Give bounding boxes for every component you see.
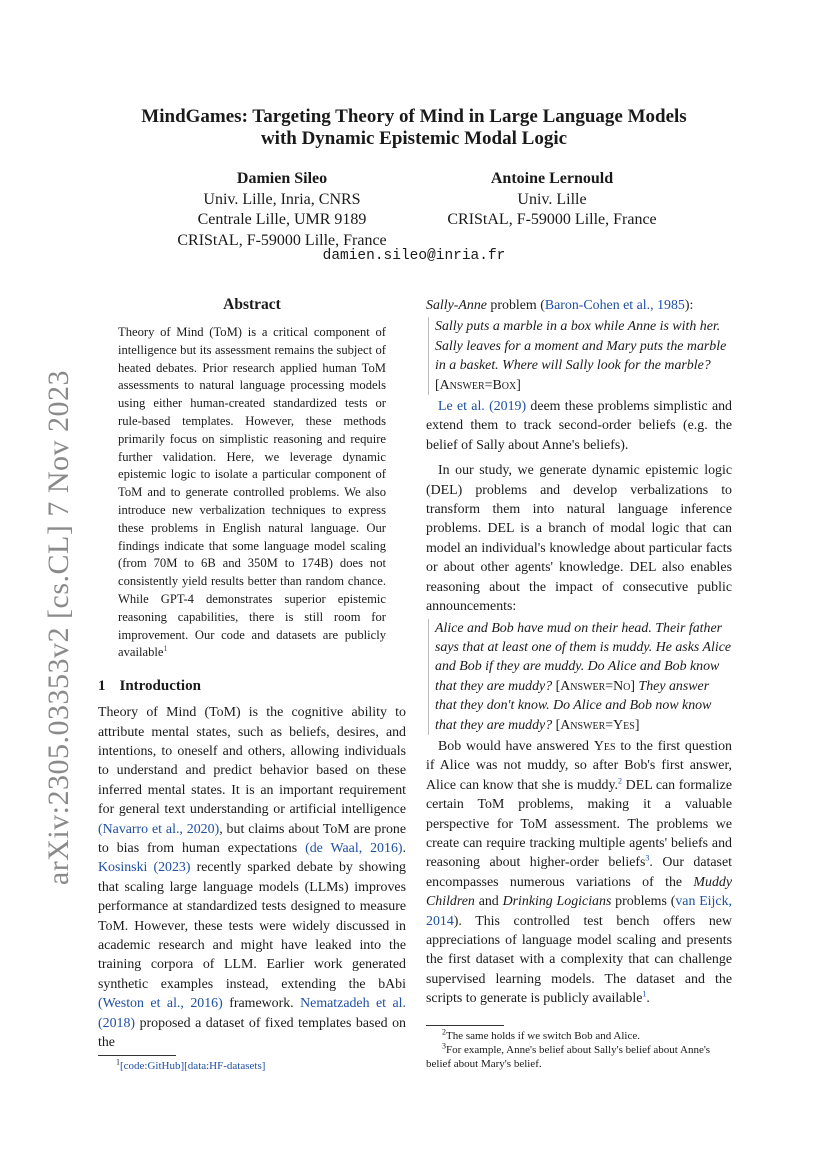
author-affiliation: Univ. Lille, Inria, CNRS	[203, 190, 361, 208]
right-column	[426, 296, 732, 1009]
author-email: damien.sileo@inria.fr	[322, 248, 506, 264]
footnote-ref-link[interactable]: 1	[642, 989, 647, 999]
author-name: Antoine Lernould	[490, 170, 614, 187]
abstract-text: Theory of Mind (ToM) is a critical component of intelligence but its assessment remains the subject of heated debates. Prior research applied human ToM assessments to natural language processing models using either human-created standardized tests or rule-based templates. However, these methods primarily focus on simplistic reasoning and require further validation. Here, we leverage dynamic epistemic logic to isolate a particular component of ToM and to generate controlled problems. We also introduce new verbalization techniques to express these problems in English natural language. Our findings indicate that some language model scaling (from 70M to 6B and 350M to 174B) does not consistently yield results better than random chance. While GPT-4 demonstrates superior epistemic reasoning capabilities, there is still room for improvement. Our code and datasets are publicly available	[118, 325, 386, 660]
footnote-1	[98, 1059, 406, 1073]
footnote-1-links[interactable]: [code:GitHub][data:HF-datasets]	[120, 1060, 266, 1072]
text-run: Bob would have answered	[438, 738, 594, 754]
text-run: .	[646, 991, 650, 1007]
author-affiliation: Centrale Lille, UMR 9189	[197, 211, 367, 228]
example-quote-muddy	[428, 619, 732, 735]
footnote-ref-link[interactable]: 3	[645, 853, 650, 863]
text-run: proposed a dataset of fixed templates based on the	[98, 1015, 406, 1051]
footnote-text: For example, Anne's belief about Sally's belief about Anne's belief about Mary's belief.	[426, 1044, 711, 1070]
quote-answer: [Answer=Yes]	[555, 717, 640, 733]
author-block-2	[432, 169, 672, 231]
title-line-1: MindGames: Targeting Theory of Mind in Large Language Models	[141, 106, 687, 127]
quote-answer: [Answer=Box]	[435, 377, 521, 393]
citation-link[interactable]: Nematzadeh et al. (2018)	[98, 996, 407, 1031]
footnote-mark: 2	[442, 1027, 446, 1037]
footnote-2	[426, 1029, 732, 1043]
text-run: Yes	[593, 738, 616, 754]
text-run: framework.	[222, 996, 301, 1012]
citation-link[interactable]: (Weston et al., 2016)	[98, 996, 223, 1012]
author-block-1	[162, 169, 402, 251]
paper-title	[100, 106, 728, 150]
quote-answer: [Answer=No]	[555, 678, 636, 694]
text-run: ):	[684, 298, 694, 313]
author-name: Damien Sileo	[236, 170, 328, 187]
citation-link[interactable]: Kosinski (2023)	[98, 860, 191, 876]
footnote-mark: 1	[116, 1057, 120, 1067]
citation-link[interactable]: (de Waal, 2016)	[305, 840, 403, 856]
left-column	[98, 296, 406, 1052]
author-affiliation: CRIStAL, F-59000 Lille, France	[177, 231, 387, 249]
text-run: and	[474, 894, 503, 910]
text-run: problems (	[611, 894, 676, 910]
citation-link[interactable]: (Navarro et al., 2020)	[98, 821, 220, 837]
citation-link[interactable]: van Eijck, 2014	[426, 894, 732, 929]
paragraph-bob	[426, 737, 732, 1009]
intro-paragraph	[98, 703, 406, 1052]
footnote-text: The same holds if we switch Bob and Alice.	[446, 1030, 640, 1042]
title-line-2: with Dynamic Epistemic Modal Logic	[260, 128, 568, 149]
problem-name: Drinking Logicians	[502, 894, 612, 910]
text-run: ). This controlled test bench offers new appreciations of language model scaling and presents the first dataset with a complexity that can challenge supervised learning models. The dataset and the scripts to generate is publicly available	[426, 913, 732, 1007]
text-run: problem (	[486, 298, 545, 313]
citation-link[interactable]: Baron-Cohen et al., 1985	[544, 298, 685, 313]
footnote-mark: 3	[442, 1041, 446, 1051]
footnote-area-right	[426, 1025, 732, 1071]
paragraph-le-et-al	[426, 397, 732, 455]
quote-text: They answer that they don't know. Do Alice and Bob now know that they are muddy?	[435, 678, 712, 733]
text-run: .	[402, 840, 406, 856]
text-run: . Our dataset encompasses numerous variations of the	[426, 855, 732, 890]
abstract-heading: Abstract	[223, 296, 281, 313]
text-run: DEL can formalize certain ToM problems, making it a valuable perspective for ToM assessment. The problems we create can require tracking multiple agents' beliefs and reasoning about higher-order beliefs	[426, 777, 732, 871]
section-heading-introduction	[98, 678, 406, 695]
section-title: Introduction	[119, 678, 201, 695]
quote-text: Alice and Bob have mud on their head. Their father says that at least one of them is muddy. He asks Alice and Bob if they are muddy. Do Alice and Bob know that they are muddy?	[435, 620, 732, 694]
paragraph-our-study: In our study, we generate dynamic epistemic logic (DEL) problems and develop verbalizations to transform them into natural language inference problems. DEL is a branch of modal logic that can model an individual's knowledge about particular facts or about other agents' knowledge. DEL also enables reasoning about the impact of consecutive public announcements:	[426, 463, 732, 615]
footnote-area-left	[98, 1055, 406, 1073]
footnote-ref-link[interactable]: 1	[163, 644, 168, 654]
footnote-divider	[98, 1055, 176, 1056]
author-affiliation: Univ. Lille	[517, 190, 587, 208]
author-affiliation: CRIStAL, F-59000 Lille, France	[447, 211, 657, 228]
sally-anne-intro	[426, 296, 732, 315]
footnote-ref-link[interactable]: 2	[618, 776, 623, 786]
problem-name: Sally-Anne	[426, 298, 487, 313]
example-quote-sally-anne	[428, 317, 732, 395]
footnote-divider	[426, 1025, 504, 1026]
quote-text: Sally puts a marble in a box while Anne is with her. Sally leaves for a moment and Mary puts the marble in a basket. Where will Sally look for the marble?	[435, 319, 727, 374]
text-run: recently sparked debate by showing that scaling large language models (LLMs) improves performance at standardized tests designed to measure ToM. However, these tests were widely discussed in academic research and might have leaked into the training corpora of LLM. Earlier work generated synthetic examples instead, extending the bAbi	[98, 860, 406, 992]
citation-link[interactable]: Le et al. (2019)	[438, 399, 527, 415]
arxiv-sidebar-stamp: arXiv:2305.03353v2 [cs.CL] 7 Nov 2023	[42, 370, 75, 886]
problem-name: Muddy Children	[426, 874, 732, 910]
text-run: to the first question if Alice was not muddy, so after Bob's first answer, Alice can know that she is muddy.	[426, 738, 732, 793]
text-run: deem these problems simplistic and extend them to track second-order beliefs (e.g. the belief of Sally about Anne's beliefs).	[426, 399, 733, 453]
footnote-3	[426, 1043, 732, 1071]
text-run: Theory of Mind (ToM) is the cognitive ability to attribute mental states, such as beliefs, desires, and intentions, to oneself and others, allowing individuals to understand and predict behavior based on these inferred mental states. It is an important requirement for general text understanding or artificial intelligence	[98, 705, 406, 818]
text-run: , but claims about ToM are prone to bias from human expectations	[98, 821, 407, 856]
abstract-body	[98, 324, 406, 662]
section-number: 1	[98, 678, 106, 695]
